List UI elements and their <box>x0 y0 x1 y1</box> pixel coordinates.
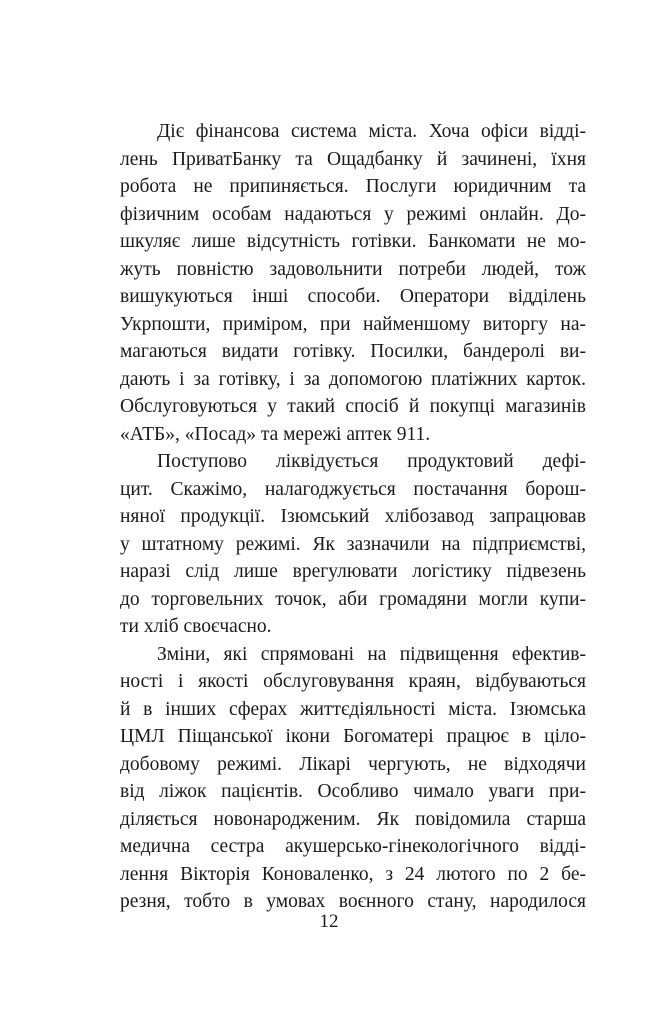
text-line: жуть повністю задовольнити потреби людей, тож <box>120 258 586 280</box>
text-line: ти хліб своєчасно. <box>120 616 272 637</box>
text-line: лення Вікторія Коноваленко, з 24 лютого по 2 бе- <box>120 863 586 885</box>
page-number: 12 <box>319 911 339 932</box>
text-line: Укрпошти, приміром, при найменшому виторгу на- <box>120 313 586 335</box>
body-text <box>120 118 586 916</box>
text-line: ності і якості обслуговування краян, відбуваються <box>120 671 586 692</box>
text-line: резня, тобто в умовах воєнного стану, народилося <box>120 891 586 912</box>
text-line: няної продукції. Ізюмський хлібозавод запрацював <box>120 506 586 527</box>
text-line: Зміни, які спрямовані на підвищення ефектив- <box>157 643 586 665</box>
text-line: до торговельних точок, аби громадяни могли купи- <box>120 588 586 610</box>
text-line: шкуляє лише відсутність готівки. Банкомати не мо- <box>120 231 586 252</box>
text-line: й в інших сферах життєдіяльності міста. Ізюмська <box>120 698 586 720</box>
text-line: у штатному режимі. Як зазначили на підприємстві, <box>120 533 586 555</box>
paragraph-food-supply <box>120 448 586 641</box>
text-line: ЦМЛ Піщанської ікони Богоматері працює в ціло- <box>120 726 586 747</box>
text-line: дають і за готівку, і за допомогою платіжних карток. <box>120 368 586 390</box>
text-line: вишукуються інші способи. Оператори відділень <box>120 286 586 307</box>
text-line: від ліжок пацієнтів. Особливо чимало уваги при- <box>120 781 586 802</box>
text-line: добовому режимі. Лікарі чергують, не відходячи <box>120 753 586 775</box>
text-line: лень ПриватБанку та Ощадбанку й зачинені, їхня <box>120 148 586 170</box>
text-line: робота не припиняється. Послуги юридичним та <box>120 176 586 197</box>
text-line: фізичним особам надаються у режимі онлайн. До- <box>120 203 586 225</box>
text-line: «АТБ», «Посад» та мережі аптек 911. <box>120 423 431 445</box>
text-line: магаються видати готівку. Посилки, бандеролі ви- <box>120 341 586 362</box>
paragraph-finance <box>120 118 586 448</box>
text-line: діляється новонародженим. Як повідомила старша <box>120 808 586 830</box>
text-line: медична сестра акушерсько-гінекологічного відді- <box>120 836 586 857</box>
text-line: Поступово ліквідується продуктовий дефі- <box>157 451 586 472</box>
text-line: Обслуговуються у такий спосіб й покупці магазинів <box>120 396 586 417</box>
text-line: наразі слід лише врегулювати логістику підвезень <box>120 561 586 582</box>
paragraph-healthcare <box>120 641 586 916</box>
text-line: цит. Скажімо, налагоджується постачання борош- <box>120 478 586 500</box>
text-line: Діє фінансова система міста. Хоча офіси відді- <box>157 121 586 142</box>
